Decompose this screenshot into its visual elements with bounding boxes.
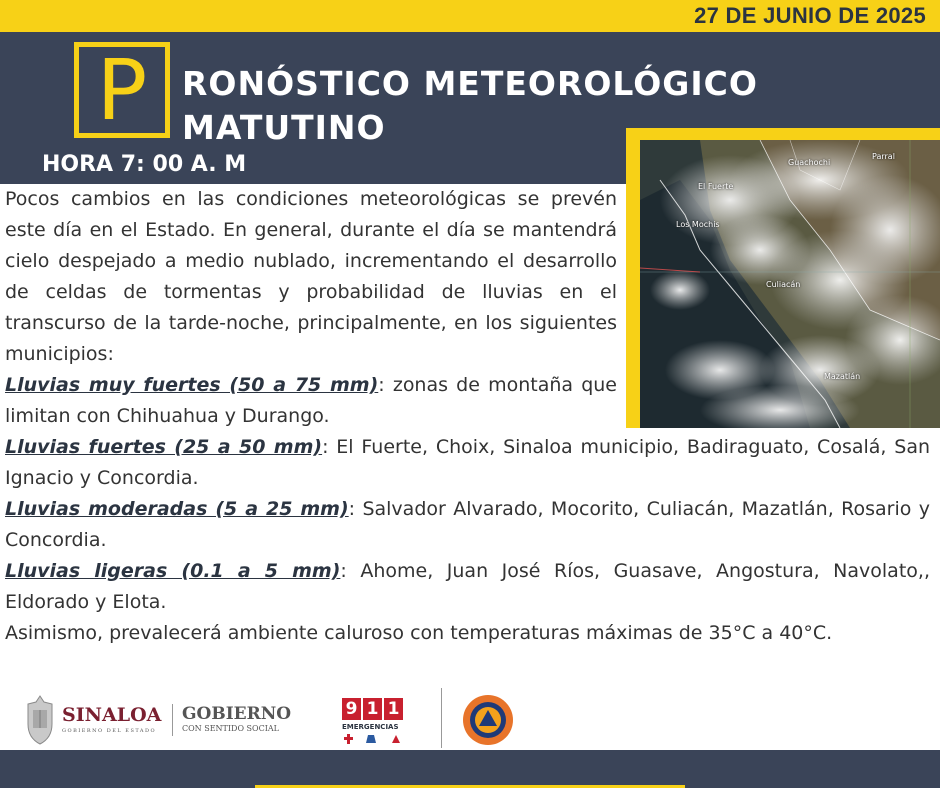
map-label-mazatlan: Mazatlán xyxy=(824,372,861,381)
sinaloa-shield-icon xyxy=(24,694,56,746)
title-initial-box xyxy=(74,42,170,138)
911-label: EMERGENCIAS xyxy=(342,723,399,731)
map-label-el-fuerte: El Fuerte xyxy=(698,182,734,191)
satellite-image xyxy=(640,140,940,428)
date-label: 27 DE JUNIO DE 2025 xyxy=(694,3,926,28)
911-digit: 9 xyxy=(342,698,361,720)
footer-bar xyxy=(0,750,940,788)
category-fuertes xyxy=(5,432,930,494)
sinaloa-logo-text: SINALOA xyxy=(62,704,162,726)
911-digit: 1 xyxy=(363,698,382,720)
911-logo xyxy=(342,698,403,720)
gobierno-logo-text: GOBIERNO xyxy=(182,704,292,724)
map-label-los-mochis: Los Mochis xyxy=(676,220,720,229)
category-label: Lluvias muy fuertes (50 a 75 mm) xyxy=(5,374,379,396)
category-muy-fuertes xyxy=(5,370,617,432)
category-label: Lluvias ligeras (0.1 a 5 mm) xyxy=(5,560,341,582)
911-digit: 1 xyxy=(384,698,403,720)
civil-protection-icon xyxy=(462,694,514,746)
category-text: : Ahome, Juan José Ríos, Guasave, Angostura, Navolato,, Eldorado y Elota. xyxy=(5,560,930,613)
intro-paragraph: Pocos cambios en las condiciones meteorológicas se prevén este día en el Estado. En general, durante el día se mantendrá cielo despejado a medio nublado, incrementando el desarrollo de celdas de tormentas y probabilidad de lluvias en el transcurso de la tarde-noche, principalmente, en los siguientes municipios: xyxy=(5,188,617,365)
footer-logos xyxy=(0,686,940,752)
report-time: HORA 7: 00 A. M xyxy=(42,152,247,177)
category-ligeras xyxy=(5,556,930,618)
gobierno-logo-subtext: CON SENTIDO SOCIAL xyxy=(182,724,279,733)
sinaloa-logo-subtext: GOBIERNO DEL ESTADO xyxy=(62,728,157,734)
map-label-guachochi: Guachochi xyxy=(788,158,831,167)
date-bar xyxy=(0,0,940,32)
closing-paragraph: Asimismo, prevalecerá ambiente caluroso con temperaturas máximas de 35°C a 40°C. xyxy=(5,622,833,644)
category-text: : Salvador Alvarado, Mocorito, Culiacán, Mazatlán, Rosario y Concordia. xyxy=(5,498,930,551)
category-text: : El Fuerte, Choix, Sinaloa municipio, Badiraguato, Cosalá, San Ignacio y Concordia. xyxy=(5,436,930,489)
category-text: : zonas de montaña que limitan con Chihuahua y Durango. xyxy=(5,374,617,427)
map-label-culiacan: Culiacán xyxy=(766,280,801,289)
title-line-2: MATUTINO xyxy=(182,108,386,147)
title-initial: P xyxy=(96,41,148,139)
category-label: Lluvias fuertes (25 a 50 mm) xyxy=(5,436,323,458)
category-moderadas xyxy=(5,494,930,556)
category-label: Lluvias moderadas (5 a 25 mm) xyxy=(5,498,349,520)
map-label-parral: Parral xyxy=(872,152,895,161)
logo-divider xyxy=(172,704,173,736)
title-line-1: RONÓSTICO METEOROLÓGICO xyxy=(182,64,758,103)
logo-divider xyxy=(441,688,442,748)
emergency-services-icon xyxy=(344,733,406,745)
